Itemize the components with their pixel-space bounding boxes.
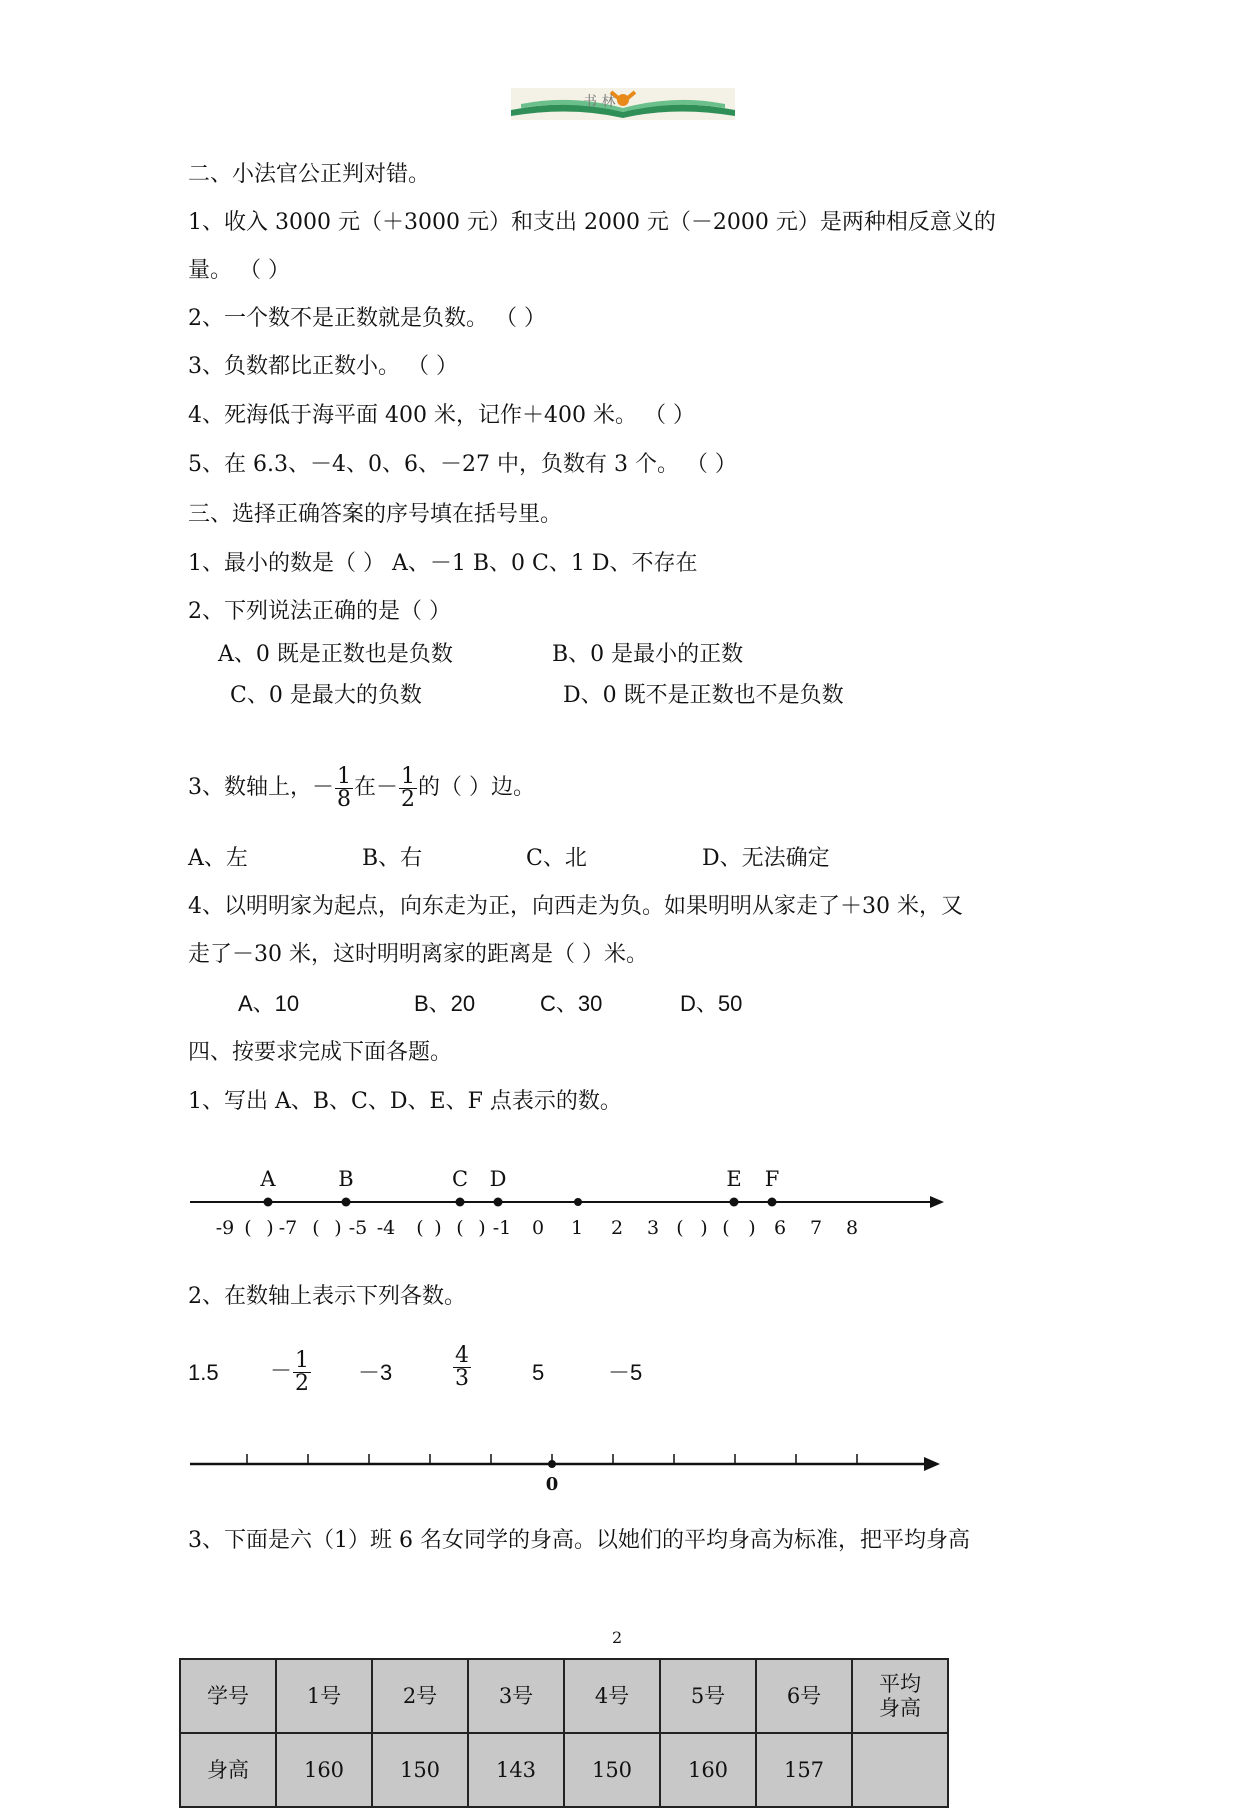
choice-q4-line1: 4、以明明家为起点，向东走为正，向西走为负。如果明明从家走了＋30 米，又 <box>188 894 963 919</box>
axis1-tick-label: 6 <box>773 1217 787 1239</box>
point-b <box>342 1198 351 1207</box>
task-q3: 3、下面是六（1）班 6 名女同学的身高。以她们的平均身高为标准，把平均身高 <box>188 1528 970 1553</box>
choice-q4-line2: 走了－30 米，这时明明离家的距离是（ ）米。 <box>188 942 648 967</box>
axis1-tick-label: 0 <box>531 1217 545 1239</box>
axis1-tick-label: ) <box>478 1217 486 1239</box>
axis1-tick-label: 2 <box>610 1217 624 1239</box>
axis1-tick-label: ) <box>748 1217 756 1239</box>
judge-q3: 3、负数都比正数小。 （ ） <box>188 354 458 379</box>
choice-q4-option-c: C、30 <box>540 991 603 1016</box>
choice-q3-option-d: D、无法确定 <box>702 846 830 871</box>
axis-arrow <box>930 1196 944 1208</box>
point-d <box>494 1198 503 1207</box>
axis1-tick-label: ) <box>334 1217 342 1239</box>
axis1-tick-label: ( <box>676 1217 684 1239</box>
plot-number-1-5: 1.5 <box>188 1360 219 1385</box>
page-number: 2 <box>612 1628 623 1647</box>
task-q2: 2、在数轴上表示下列各数。 <box>188 1284 466 1309</box>
axis1-tick-label: ( <box>722 1217 730 1239</box>
choice-q4-option-a: A、10 <box>238 991 300 1016</box>
axis1-tick-label: -1 <box>492 1217 512 1239</box>
judge-q5: 5、在 6.3、－4、0、6、－27 中，负数有 3 个。 （ ） <box>188 452 737 477</box>
number-line-2 <box>180 1440 960 1500</box>
judge-q1-line2: 量。 （ ） <box>188 258 290 283</box>
table-header-cell: 4号 <box>564 1659 660 1733</box>
axis1-tick-label: ( <box>312 1217 320 1239</box>
fraction-1-8: $\frac{1}{8}$ <box>337 763 351 812</box>
table-cell: 150 <box>564 1733 660 1807</box>
table-header-cell: 学号 <box>180 1659 276 1733</box>
origin-dot <box>548 1460 556 1468</box>
plot-number-neg-3: －3 <box>358 1360 393 1385</box>
point-label-a: A <box>260 1167 276 1191</box>
table-cell: 150 <box>372 1733 468 1807</box>
axis1-tick-label: ) <box>266 1217 274 1239</box>
choice-q1: 1、最小的数是（ ） A、－1 B、0 C、1 D、不存在 <box>188 551 698 576</box>
table-cell: 160 <box>276 1733 372 1807</box>
table-header-cell: 平均 身高 <box>852 1659 948 1733</box>
number-line-1 <box>180 1150 960 1240</box>
axis1-tick-label: ) <box>434 1217 442 1239</box>
table-cell: 143 <box>468 1733 564 1807</box>
section2-heading: 二、小法官公正判对错。 <box>188 162 431 187</box>
axis1-tick-label: 1 <box>570 1217 584 1239</box>
judge-q2: 2、一个数不是正数就是负数。 （ ） <box>188 306 546 331</box>
choice-q3-option-c: C、北 <box>526 846 587 871</box>
axis1-tick-label: -4 <box>376 1217 396 1239</box>
choice-q3: 3、数轴上，－ $\frac{1}{8}$ 在－ $\frac{1}{2}$ 的（ ）边。 <box>188 763 536 812</box>
table-cell: 160 <box>660 1733 756 1807</box>
plot-number-5: 5 <box>532 1360 545 1385</box>
origin-dot <box>574 1198 582 1206</box>
table-header-cell: 5号 <box>660 1659 756 1733</box>
choice-q3-option-b: B、右 <box>362 846 423 871</box>
judge-q1-line1: 1、收入 3000 元（＋3000 元）和支出 2000 元（－2000 元）是两种相反意义的 <box>188 210 996 235</box>
plot-number-neg-half: － $\frac{1}{2}$ <box>270 1347 310 1396</box>
task-q1: 1、写出 A、B、C、D、E、F 点表示的数。 <box>188 1089 622 1114</box>
table-cell <box>852 1733 948 1807</box>
axis1-tick-label: -9 <box>215 1217 235 1239</box>
section4-heading: 四、按要求完成下面各题。 <box>188 1040 453 1065</box>
judge-q4: 4、死海低于海平面 400 米，记作＋400 米。 （ ） <box>188 403 695 428</box>
axis1-tick-label: -7 <box>278 1217 298 1239</box>
choice-q2-option-b: B、0 是最小的正数 <box>552 642 744 667</box>
axis1-tick-label: ) <box>700 1217 708 1239</box>
table-header-cell: 6号 <box>756 1659 852 1733</box>
choice-q4-option-d: D、50 <box>680 991 743 1016</box>
table-row <box>180 1733 948 1807</box>
point-e <box>730 1198 739 1207</box>
choice-q4-option-b: B、20 <box>414 991 476 1016</box>
axis2-zero-label: 0 <box>545 1474 559 1495</box>
axis1-tick-label: 3 <box>646 1217 660 1239</box>
choice-q2-option-c: C、0 是最大的负数 <box>230 683 422 708</box>
choice-q2: 2、下列说法正确的是（ ） <box>188 599 451 624</box>
point-label-e: E <box>726 1167 742 1191</box>
choice-q3-option-a: A、左 <box>188 846 248 871</box>
table-header-row <box>180 1659 948 1733</box>
height-table <box>179 1658 949 1808</box>
point-label-d: D <box>489 1167 507 1191</box>
axis1-tick-label: ( <box>416 1217 424 1239</box>
logo-text: 书 林 <box>583 94 616 110</box>
point-a <box>264 1198 273 1207</box>
axis1-tick-label: 7 <box>809 1217 823 1239</box>
axis1-tick-label: ( <box>456 1217 464 1239</box>
section3-heading: 三、选择正确答案的序号填在括号里。 <box>188 502 563 527</box>
axis1-tick-label: 8 <box>845 1217 859 1239</box>
point-label-c: C <box>451 1167 469 1191</box>
plot-number-four-thirds: $\frac{4}{3}$ <box>455 1342 469 1391</box>
table-cell: 157 <box>756 1733 852 1807</box>
table-header-cell: 2号 <box>372 1659 468 1733</box>
point-label-f: F <box>764 1167 780 1191</box>
fraction-1-2: $\frac{1}{2}$ <box>401 763 416 812</box>
plot-number-neg-5: －5 <box>608 1360 643 1385</box>
axis-arrow <box>924 1457 940 1471</box>
point-label-b: B <box>338 1167 354 1191</box>
axis1-tick-label: ( <box>244 1217 252 1239</box>
point-f <box>768 1198 777 1207</box>
table-header-cell: 1号 <box>276 1659 372 1733</box>
axis1-tick-label: -5 <box>348 1217 368 1239</box>
bookstore-logo <box>511 88 735 120</box>
point-c <box>456 1198 465 1207</box>
row-label: 身高 <box>180 1733 276 1807</box>
choice-q2-option-a: A、0 既是正数也是负数 <box>218 642 453 667</box>
choice-q2-option-d: D、0 既不是正数也不是负数 <box>563 683 844 708</box>
table-header-cell: 3号 <box>468 1659 564 1733</box>
